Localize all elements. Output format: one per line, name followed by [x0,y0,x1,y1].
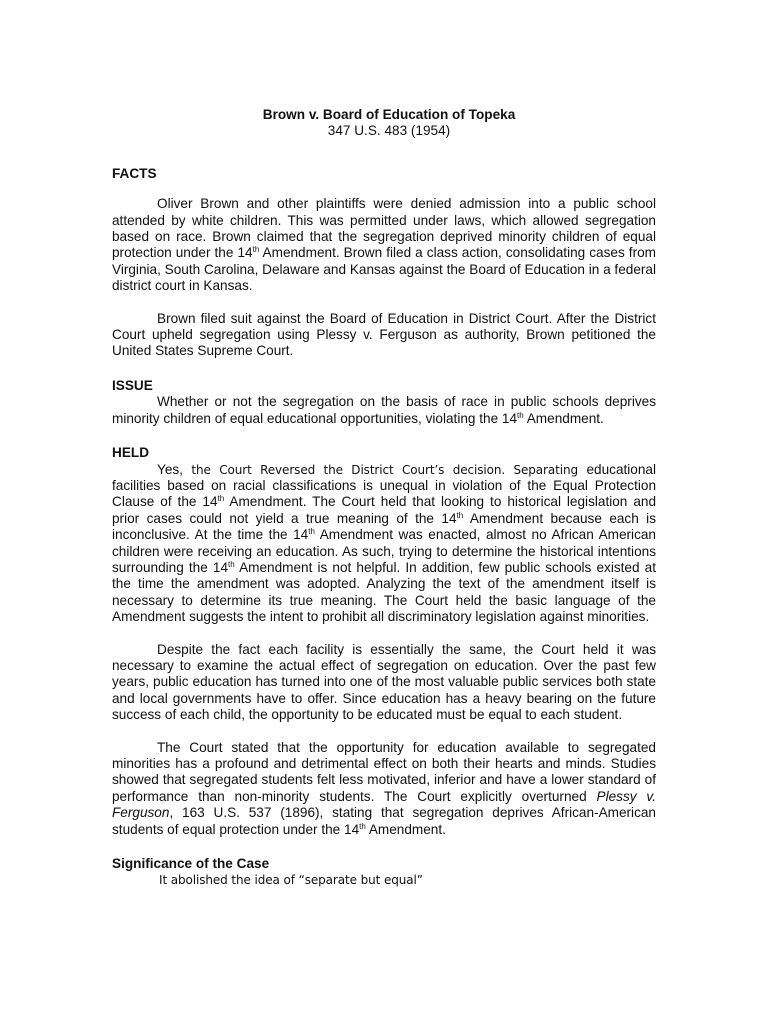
held-paragraph-1 [112,462,656,626]
facts-paragraph-1 [112,196,656,294]
significance-heading: Significance of the Case [112,856,270,872]
title-block [122,107,656,140]
issue-paragraph [112,394,656,427]
held-text-e: Amendment is not helpful. In addition, few public schools existed at the time the amendment was adopted. Analyzing the text of the amendment itself is necessary to determine its true meaning. The Court held the basic language of the Amendment suggests the intent to prohibit all discriminatory legislation against minorities. [112,559,656,625]
superscript: th [359,821,366,831]
issue-heading: ISSUE [112,377,153,393]
case-citation-italic: Plessy v. Ferguson [112,788,656,821]
held-p3-text-b: , 163 U.S. 537 (1896), stating that segregation deprives African-American students of equal protection under the 14 [112,805,656,837]
held-text-a: educational facilities based on racial classifications is unequal in violation of the Equal Protection Clause of the 14 [112,461,657,510]
facts-p1-text-b: Amendment. Brown filed a class action, consolidating cases from Virginia, South Carolina, Delaware and Kansas against the Board of Education in a federal district court in Kansas. [112,245,656,294]
superscript: th [217,494,225,504]
superscript: th [252,245,260,255]
superscript: th [456,510,464,520]
held-paragraph-2: Despite the fact each facility is essentially the same, the Court held it was necessary to examine the actual effect of segregation on education. Over the past few years, public education has turned into one of the most valuable public services both state and local governments have to offer. Since education has a heavy bearing on the future success of each child, the opportunity to be educated must be equal to each student. [112,641,656,723]
issue-text-a: Whether or not the segregation on the basis of race in public schools deprives minority children of equal educational opportunities, violating the 14 [112,394,656,426]
held-text-b: Amendment. The Court held that looking to historical legislation and prior cases could not yield a true meaning of the 14 [112,494,657,526]
facts-p1-text-a: Oliver Brown and other plaintiffs were denied admission into a public school attended by white children. This was permitted under laws, which allowed segregation based on race. Brown claimed that the segregation deprived minority children of equal protection under the 14 [112,196,656,261]
case-brief [112,107,656,889]
significance-text: It abolished the idea of “separate but equal” [159,873,423,888]
held-p3-text-c: Amendment. [365,821,446,837]
case-citation: 347 U.S. 483 (1954) [327,123,451,139]
held-paragraph-3 [112,740,656,838]
issue-text-b: Amendment. [523,410,604,426]
case-title: Brown v. Board of Education of Topeka [262,107,516,122]
held-yes: Yes, [157,461,192,477]
superscript: th [308,527,315,537]
held-narrow-text: the Court Reversed the District Court’s decision. Separating [191,462,579,477]
held-p3-text-a: The Court stated that the opportunity for education available to segregated minorities has a profound and detrimental effect on both their hearts and minds. Studies showed that segregated students felt less motivated, inferior and have a lower standard of performance than non-minority students. The Court explicitly overturned [112,739,656,804]
held-text-d: Amendment was enacted, almost no African American children were receiving an education. As such, trying to determine the historical intentions surrounding the 14 [112,527,656,575]
facts-paragraph-2: Brown filed suit against the Board of Education in District Court. After the District Court upheld segregation using Plessy v. Ferguson as authority, Brown petitioned the United States Supreme Court. [112,310,656,359]
facts-heading: FACTS [112,165,157,181]
superscript: th [228,559,235,569]
held-text-c: Amendment because each is inconclusive. At the time the 14 [112,510,657,543]
held-heading: HELD [112,445,150,461]
superscript: th [517,410,524,420]
